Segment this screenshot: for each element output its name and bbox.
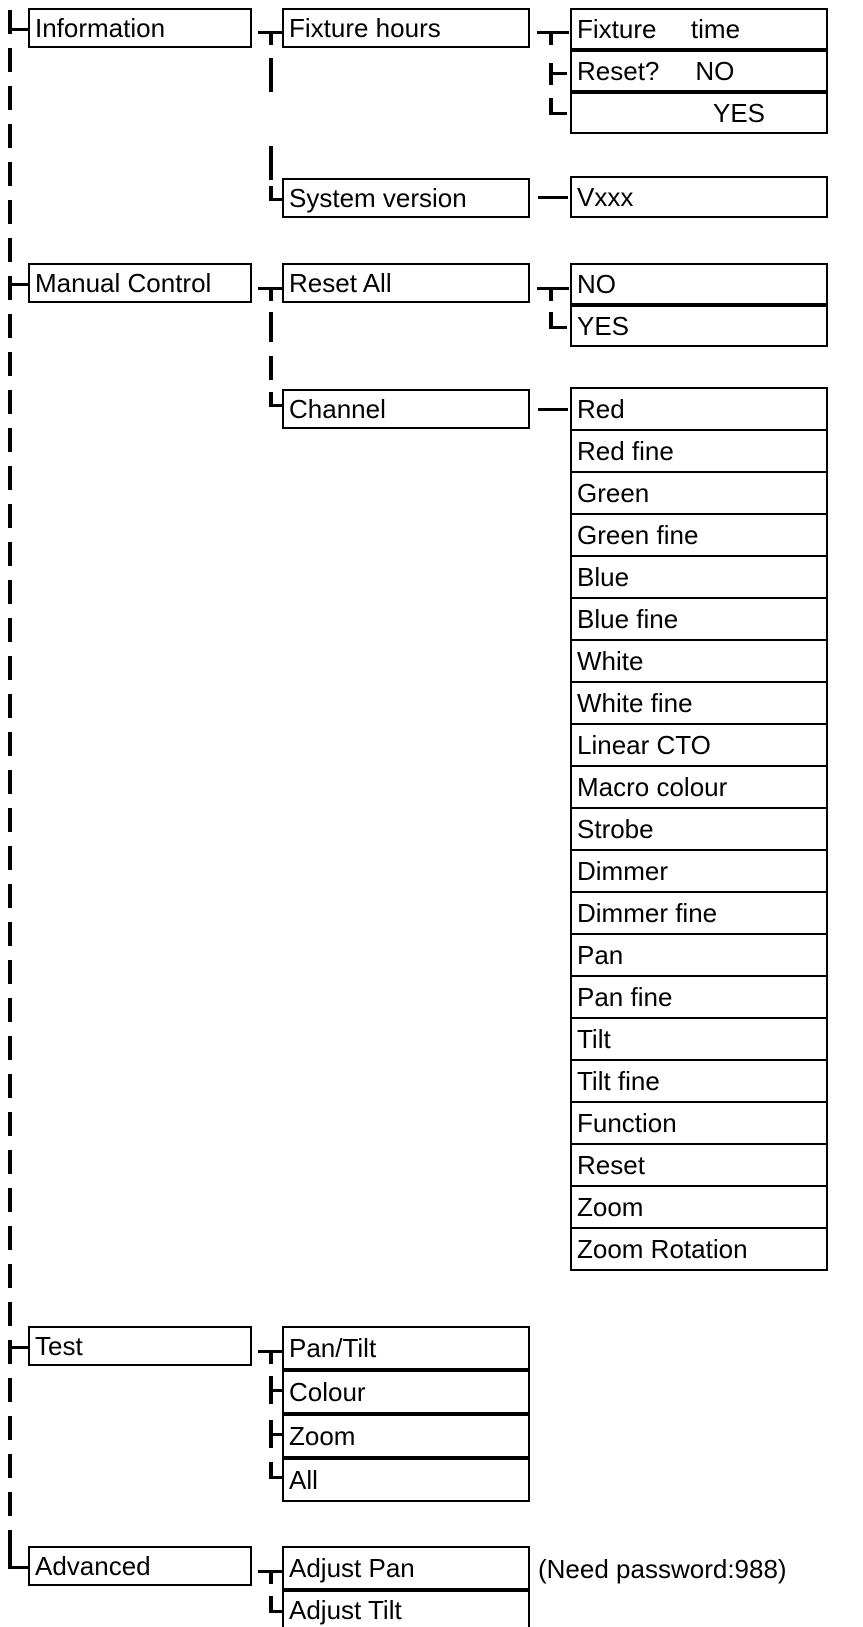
trunk-dash (8, 276, 12, 300)
trunk-dash (8, 1340, 12, 1364)
menu-item-advanced[interactable]: Advanced (28, 1546, 252, 1586)
connector (269, 312, 273, 342)
channel-list-item[interactable]: Linear CTO (570, 723, 828, 767)
channel-list-item[interactable]: Dimmer (570, 849, 828, 893)
channel-list-item[interactable]: Blue (570, 555, 828, 599)
trunk-dash (8, 618, 12, 642)
connector (269, 1610, 283, 1613)
connector (549, 31, 553, 45)
trunk-dash (8, 580, 12, 604)
trunk-dash (8, 390, 12, 414)
channel-list-item[interactable]: Reset (570, 1143, 828, 1187)
test-pan-tilt-item[interactable]: Pan/Tilt (282, 1326, 530, 1370)
channel-list-item[interactable]: Function (570, 1101, 828, 1145)
connector (269, 1389, 283, 1392)
channel-list-item[interactable]: Macro colour (570, 765, 828, 809)
trunk-dash (8, 770, 12, 794)
channel-list-item[interactable]: Blue fine (570, 597, 828, 641)
channel-list-item[interactable]: Red (570, 387, 828, 431)
fixture-time-item: Fixture time (570, 8, 828, 50)
trunk-dash (8, 884, 12, 908)
channel-list-item[interactable]: White fine (570, 681, 828, 725)
test-colour-item[interactable]: Colour (282, 1370, 530, 1414)
reset-all-no-option[interactable]: NO (570, 263, 828, 305)
trunk-dash (8, 1492, 12, 1516)
trunk-dash (8, 694, 12, 718)
trunk-dash (8, 124, 12, 148)
channel-list-item[interactable]: Pan (570, 933, 828, 977)
connector (269, 1350, 273, 1364)
reset-all-yes-option[interactable]: YES (570, 305, 828, 347)
trunk-dash (8, 200, 12, 224)
connector (269, 146, 273, 180)
channel-list-item[interactable]: Zoom Rotation (570, 1227, 828, 1271)
connector (549, 72, 567, 75)
reset-question-label: Reset? (577, 56, 660, 86)
adjust-pan-item[interactable]: Adjust Pan (282, 1546, 530, 1590)
trunk-dash (8, 1188, 12, 1212)
reset-no-option[interactable]: NO (695, 56, 735, 86)
password-note: (Need password:988) (538, 1554, 787, 1584)
test-all-item[interactable]: All (282, 1458, 530, 1502)
connector (538, 196, 568, 199)
trunk-dash (8, 352, 12, 376)
trunk-dash (8, 314, 12, 338)
trunk-dash (8, 48, 12, 72)
connector (269, 287, 273, 301)
system-version-value: Vxxx (570, 176, 828, 218)
trunk-dash (8, 1150, 12, 1174)
trunk-dash (8, 1454, 12, 1478)
menu-item-manual-control[interactable]: Manual Control (28, 263, 252, 303)
menu-item-test[interactable]: Test (28, 1326, 252, 1366)
channel-list-item[interactable]: Dimmer fine (570, 891, 828, 935)
connector (549, 112, 567, 115)
connector (549, 326, 567, 329)
reset-hours-item[interactable] (570, 50, 828, 92)
connector (537, 31, 569, 34)
connector (269, 1476, 283, 1479)
test-zoom-item[interactable]: Zoom (282, 1414, 530, 1458)
connector (269, 58, 273, 92)
channel-list-item[interactable]: Tilt (570, 1017, 828, 1061)
trunk-dash (8, 808, 12, 832)
channel-list-item[interactable]: Tilt fine (570, 1059, 828, 1103)
trunk-dash (8, 428, 12, 452)
trunk-dash (8, 466, 12, 490)
connector (538, 408, 568, 411)
system-version-item[interactable]: System version (282, 178, 530, 218)
trunk-dash (8, 1036, 12, 1060)
channel-list-item[interactable]: Green fine (570, 513, 828, 557)
connector (269, 1433, 283, 1436)
trunk-dash (8, 1264, 12, 1288)
reset-yes-item[interactable] (570, 92, 828, 134)
connector (269, 1570, 273, 1584)
channel-list-item[interactable]: Red fine (570, 429, 828, 473)
channel-list-item[interactable]: Zoom (570, 1185, 828, 1229)
trunk-dash (8, 922, 12, 946)
trunk-dash (8, 998, 12, 1022)
channel-list-item[interactable]: Green (570, 471, 828, 515)
channel-item[interactable]: Channel (282, 389, 530, 429)
channel-list-item[interactable]: Strobe (570, 807, 828, 851)
trunk-dash (8, 162, 12, 186)
trunk-dash (8, 656, 12, 680)
trunk-dash (8, 86, 12, 110)
trunk-dash (8, 1378, 12, 1402)
fixture-hours-item[interactable]: Fixture hours (282, 8, 530, 48)
trunk-dash (8, 1416, 12, 1440)
connector (269, 31, 273, 45)
adjust-tilt-item[interactable]: Adjust Tilt (282, 1590, 530, 1627)
trunk-dash (8, 1226, 12, 1250)
trunk-dash (8, 1302, 12, 1326)
connector (549, 287, 553, 301)
channel-list-item[interactable]: White (570, 639, 828, 683)
trunk-dash (8, 732, 12, 756)
trunk-dash (8, 846, 12, 870)
trunk-dash (8, 960, 12, 984)
channel-list-item[interactable]: Pan fine (570, 975, 828, 1019)
menu-item-information[interactable]: Information (28, 8, 252, 48)
trunk-dash (8, 542, 12, 566)
trunk-dash (8, 238, 12, 262)
reset-yes-option[interactable]: YES (713, 98, 766, 128)
connector (269, 356, 273, 380)
trunk-dash (8, 504, 12, 528)
trunk-dash (8, 1074, 12, 1098)
trunk-dash (8, 1112, 12, 1136)
connector (537, 287, 569, 290)
reset-all-item[interactable]: Reset All (282, 263, 530, 303)
